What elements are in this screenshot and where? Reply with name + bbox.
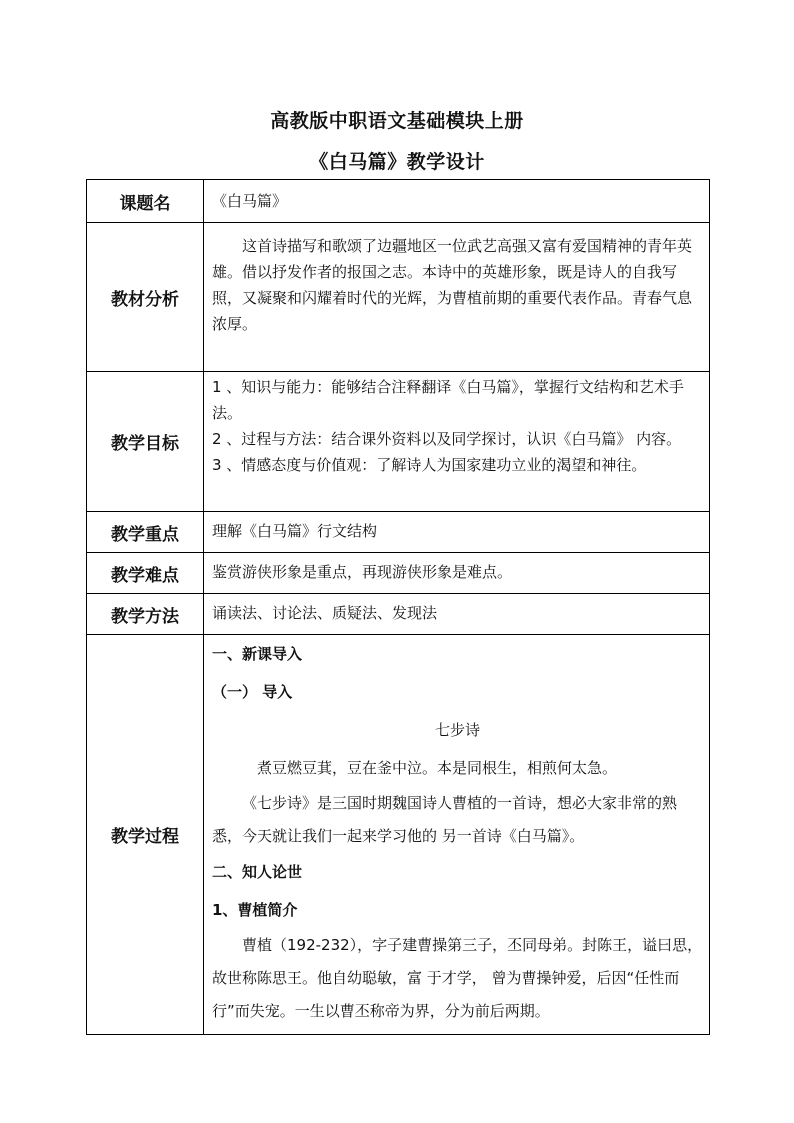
value-process [204,635,710,1035]
value-topic: 《白马篇》 [204,180,710,223]
value-key-point: 理解《白马篇》行文结构 [204,512,710,553]
poem-text: 煮豆燃豆萁，豆在釜中泣。本是同根生，相煎何太急。 [257,759,618,777]
section-subheading: 1、曹植简介 [212,901,298,919]
poem-title: 七步诗 [434,721,480,739]
lesson-plan-table [86,179,710,1035]
label-process: 教学过程 [87,635,204,1035]
label-topic: 课题名 [87,180,204,223]
value-difficulty: 鉴赏游侠形象是重点，再现游侠形象是难点。 [204,553,710,594]
goal-item: 3 、情感态度与价值观：了解诗人为国家建功立业的渴望和神往。 [212,456,647,474]
row-difficulty [87,553,710,594]
row-process [87,635,710,1035]
label-key-point: 教学重点 [87,512,204,553]
goal-item: 2 、过程与方法：结合课外资料以及同学探讨，认识《白马篇》 内容。 [212,430,682,448]
row-method [87,594,710,635]
material-text: 这首诗描写和歌颂了边疆地区一位武艺高强又富有爱国精神的青年英雄。借以抒发作者的报国之志。本诗中的英雄形象，既是诗人的自我写照，又凝聚和闪耀着时代的光辉，为曹植前期的重要代表作品。青春气息浓厚。 [212,237,693,333]
label-difficulty: 教学难点 [87,553,204,594]
row-key-point [87,512,710,553]
row-goals [87,372,710,512]
intro-text: 《七步诗》是三国时期魏国诗人曹植的一首诗，想必大家非常的熟悉，今天就让我们一起来学习他的 另一首诗《白马篇》。 [212,794,678,845]
label-goals: 教学目标 [87,372,204,512]
document-subtitle: 《白马篇》教学设计 [309,151,485,173]
section-heading: 一、新课导入 [212,645,303,663]
section-heading: 二、知人论世 [212,863,303,881]
row-topic [87,180,710,223]
section-subheading: （一） 导入 [212,683,293,701]
value-method: 诵读法、讨论法、质疑法、发现法 [204,594,710,635]
label-material: 教材分析 [87,223,204,372]
goal-item: 1 、知识与能力：能够结合注释翻译《白马篇》，掌握行文结构和艺术手法。 [212,378,684,422]
label-method: 教学方法 [87,594,204,635]
row-material [87,223,710,372]
bio-text: 曹植（192-232），字子建曹操第三子，丕同母弟。封陈王，谥曰思，故世称陈思王。他自幼聪敏，富 于才学， 曾为曹操钟爱，后因“任性而行”而失宠。一生以曹丕称帝为界，分为前后两期。 [212,936,703,1020]
document-title: 高教版中职语文基础模块上册 [270,110,524,132]
value-goals [204,372,710,512]
value-material [204,223,710,372]
